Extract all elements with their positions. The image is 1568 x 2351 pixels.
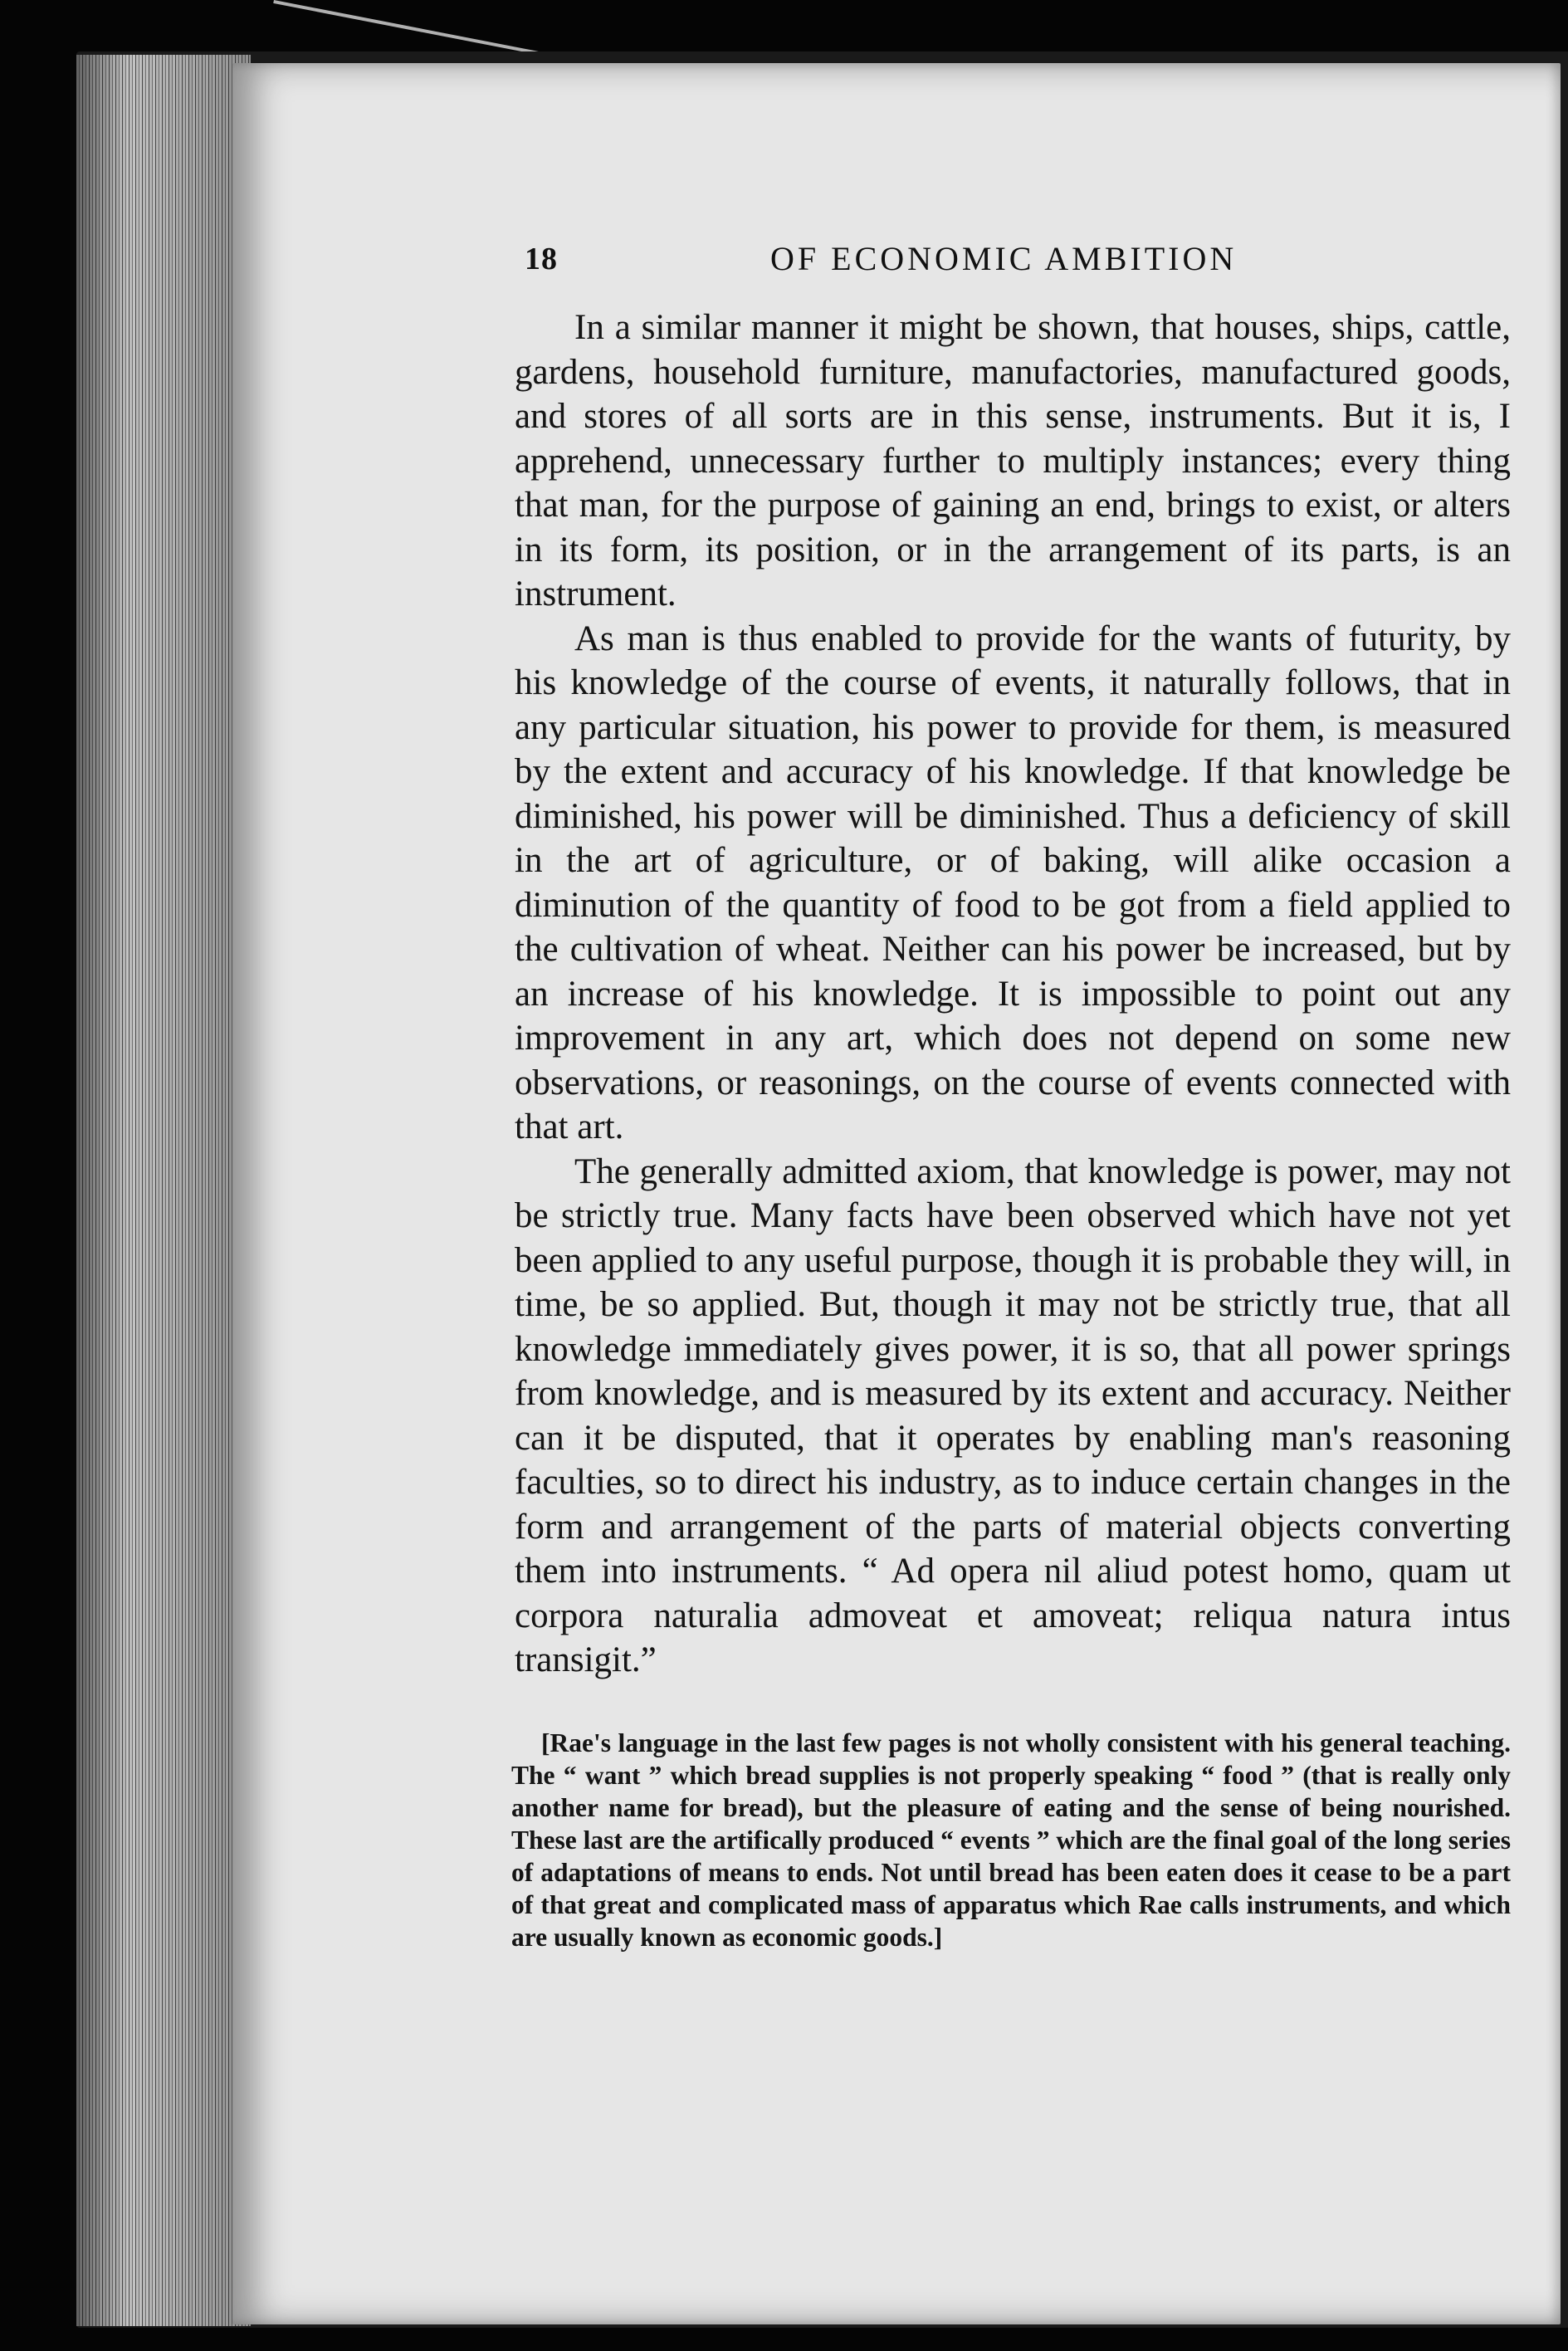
page-number: 18 (525, 242, 558, 276)
paragraph-2: As man is thus enabled to provide for the wants of futurity, by his knowledge of the course of events, it naturally follows, that in any particular situation, his power to provide for them, is measured by the extent and accuracy of his knowledge. If that knowledge be diminished, his power will be diminished. Thus a deficiency of skill in the art of agriculture, or of baking, will alike occasion a diminution of the quantity of food to be got from a field applied to the cultivation of wheat. Neither can his power be increased, but by an increase of his knowledge. It is impossible to point out any improvement in any art, which does not depend on some new observations, or reasonings, on the course of events connected with that art. (515, 618, 1511, 1146)
paragraph-1: In a similar manner it might be shown, that houses, ships, cattle, gardens, household furniture, manufactories, manufactured goods, and stores of all sorts are in this sense, instruments. But it is, I apprehend, unnecessary further to multiply instances; every thing that man, for the purpose of gaining an end, brings to exist, or alters in its form, its position, or in the arrangement of its parts, is an instrument. (515, 308, 1511, 613)
editor-note (511, 1727, 1511, 1953)
running-title: OF ECONOMIC AMBITION (770, 240, 1238, 277)
body-text (515, 305, 1511, 1683)
footnote-text: [Rae's language in the last few pages is not wholly consistent with his general teaching. The “ want ” which bread supplies is not properly speaking “ food ” (that is really only another name for bread), but the pleasure of eating and the sense of being nourished. These last are the artifically produced “ events ” which are the final goal of the long series of adaptations of means to ends. Not until bread has been eaten does it cease to be a part of that great and complicated mass of apparatus which Rae calls instruments, and which are usually known as economic goods.] (511, 1728, 1511, 1952)
page-edges (76, 55, 251, 2326)
running-head (525, 237, 1504, 287)
paragraph-3: The generally admitted axiom, that knowledge is power, may not be strictly true. Many facts have been observed which have not yet been applied to any useful purpose, though it is probable they will, in time, be so applied. But, though it may not be strictly true, that all knowledge immediately gives power, it is so, that all power springs from knowledge, and is measured by its extent and accuracy. Neither can it be disputed, that it operates by enabling man's reasoning faculties, so to direct his industry, as to induce certain changes in the form and arrangement of the parts of material objects converting them into instruments. “ Ad opera nil aliud potest homo, quam ut corpora naturalia admoveat et amoveat; reliqua natura intus transigit.” (515, 1151, 1511, 1679)
scan-edge-line (273, 0, 543, 56)
